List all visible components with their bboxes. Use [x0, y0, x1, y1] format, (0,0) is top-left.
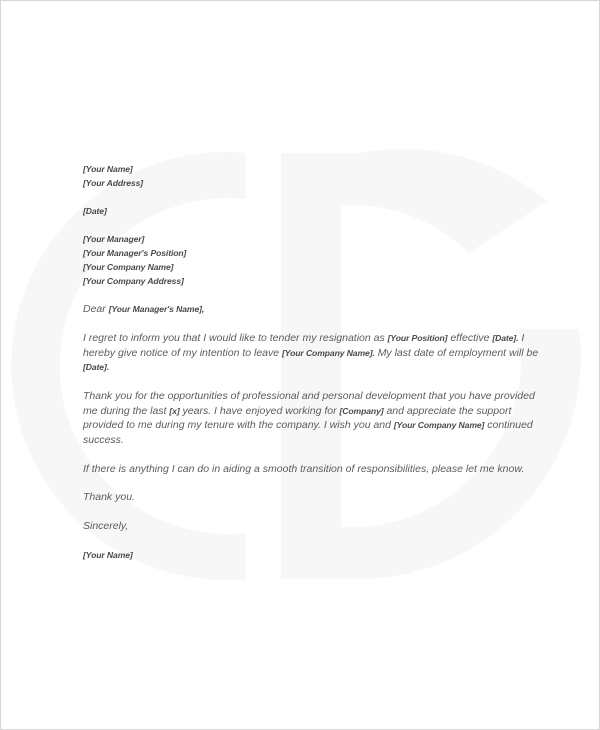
p1-date-placeholder: [Date].	[492, 333, 519, 343]
salutation-prefix: Dear	[83, 303, 106, 315]
sender-name: [Your Name]	[83, 164, 133, 174]
paragraph-1-line-1	[83, 331, 545, 375]
paragraph-2	[83, 389, 551, 447]
p1-text-1: I regret to inform you that I would like to tender my resignation as	[83, 332, 385, 344]
recipient-company-address: [Your Company Address]	[83, 276, 184, 286]
salutation	[83, 302, 204, 317]
p1-text-2: effective	[450, 332, 490, 344]
p1-last-date-placeholder: [Date].	[83, 362, 110, 372]
p2-years-placeholder: [x]	[169, 405, 180, 416]
recipient-position: [Your Manager's Position]	[83, 248, 187, 258]
thanks-line: Thank you.	[83, 491, 135, 503]
p2-text-3: and appreciate the support provided to me during my tenure with the company. I wish you and	[83, 404, 512, 431]
p2-text-2: years. I have enjoyed working for	[182, 404, 337, 417]
p1-company-placeholder: [Your Company Name].	[282, 347, 375, 358]
p2-text-1: Thank you for the opportunities of professional and personal development that you have provided me during the last	[83, 390, 535, 417]
sender-address: [Your Address]	[83, 178, 144, 188]
p2-company-placeholder: [Company]	[339, 405, 384, 416]
p2-company-name-placeholder: [Your Company Name]	[393, 420, 485, 430]
closing-line: Sincerely,	[83, 520, 129, 532]
p1-text-4: My last date of employment will be	[377, 346, 539, 359]
signature-name: [Your Name]	[83, 550, 133, 560]
salutation-name: [Your Manager's Name],	[108, 304, 205, 314]
paragraph-3: If there is anything I can do in aiding a smooth transition of responsibilities, please let me know.	[83, 463, 525, 475]
recipient-manager: [Your Manager]	[83, 234, 145, 244]
letter-date: [Date]	[83, 206, 107, 216]
p2-text-4: continued success.	[83, 419, 533, 446]
recipient-company: [Your Company Name]	[83, 262, 174, 272]
p1-text-3: I hereby give notice of my intention to leave	[83, 332, 525, 359]
p1-position-placeholder: [Your Position]	[387, 333, 448, 343]
